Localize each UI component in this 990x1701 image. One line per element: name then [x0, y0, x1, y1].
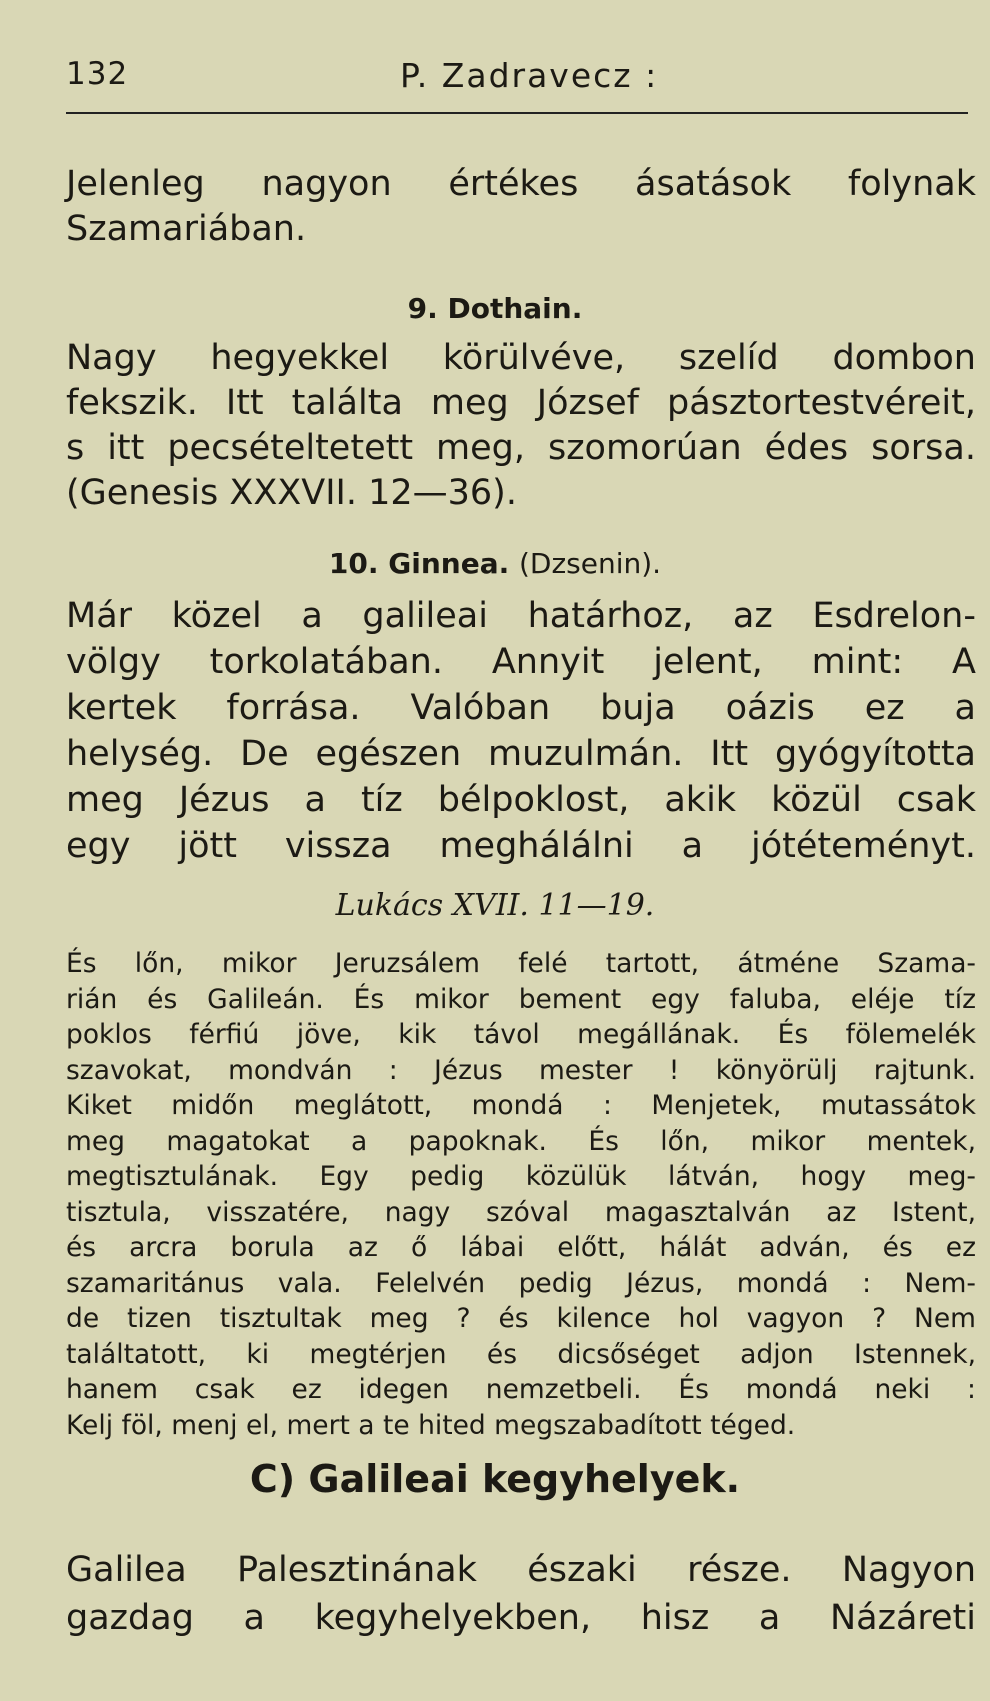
ginnea-line-1: Már közel a galileai határhoz, az Esdrelon-: [66, 596, 976, 636]
quote-line-11: de tizen tisztultak meg ? és kilence hol vagyon ? Nem: [66, 1303, 976, 1334]
quote-line-7: megtisztulának. Egy pedig közülük látván, hogy meg-: [66, 1161, 976, 1192]
ginnea-line-4: helység. De egészen muzulmán. Itt gyógyította: [66, 734, 976, 774]
page-header: [66, 56, 966, 106]
quote-line-3: poklos férfiú jöve, kik távol megállának. És fölemelék: [66, 1019, 976, 1050]
section-heading-dothain: 9. Dothain.: [407, 292, 583, 325]
quote-line-10: szamaritánus vala. Felelvén pedig Jézus, mondá : Nem-: [66, 1268, 976, 1299]
dothain-line-2: fekszik. Itt találta meg József pásztortestvéreit,: [66, 383, 976, 423]
ginnea-line-6: egy jött vissza meghálálni a jótéteményt.: [66, 826, 976, 866]
quote-line-2: rián és Galileán. És mikor bement egy faluba, eléje tíz: [66, 984, 976, 1015]
galilee-line-2: gazdag a kegyhelyekben, hisz a Názáreti: [66, 1598, 976, 1638]
quote-line-13: hanem csak ez idegen nemzetbeli. És mondá neki :: [66, 1374, 976, 1405]
quote-line-4: szavokat, mondván : Jézus mester ! könyörülj rajtunk.: [66, 1055, 976, 1086]
quote-line-1: És lőn, mikor Jeruzsálem felé tartott, átméne Szama-: [66, 948, 976, 979]
section-heading-ginnea: [0, 547, 990, 580]
intro-line-2: Szamariában.: [66, 209, 307, 249]
ginnea-line-3: kertek forrása. Valóban buja oázis ez a: [66, 688, 976, 728]
ginnea-line-5: meg Jézus a tíz bélpoklost, akik közül csak: [66, 780, 976, 820]
running-title: P. Zadravecz :: [400, 56, 659, 95]
dothain-line-4: (Genesis XXXVII. 12—36).: [66, 473, 517, 513]
ginnea-line-2: völgy torkolatában. Annyit jelent, mint: A: [66, 642, 976, 682]
quote-line-5: Kiket midőn meglátott, mondá : Menjetek, mutassátok: [66, 1090, 976, 1121]
quote-line-8: tisztula, visszatére, nagy szóval magasztalván az Istent,: [66, 1197, 976, 1228]
header-rule: [66, 112, 968, 114]
dothain-line-3: s itt pecsételtetett meg, szomorúan édes sorsa.: [66, 428, 976, 468]
ginnea-heading-alt-name: (Dzsenin).: [518, 547, 662, 580]
dothain-line-1: Nagy hegyekkel körülvéve, szelíd dombon: [66, 338, 976, 378]
section-heading-galilee: C) Galileai kegyhelyek.: [249, 1457, 741, 1501]
scripture-citation: Lukács XVII. 11—19.: [335, 888, 655, 923]
page-number: 132: [66, 56, 129, 92]
quote-line-14: Kelj föl, menj el, mert a te hited megszabadított téged.: [66, 1410, 796, 1441]
quote-line-9: és arcra borula az ő lábai előtt, hálát adván, és ez: [66, 1232, 976, 1263]
intro-line-1: Jelenleg nagyon értékes ásatások folynak: [66, 164, 976, 204]
ginnea-heading-title: 10. Ginnea.: [328, 547, 510, 580]
quote-line-12: találtatott, ki megtérjen és dicsőséget adjon Istennek,: [66, 1339, 976, 1370]
galilee-line-1: Galilea Palesztinának északi része. Nagyon: [66, 1550, 976, 1590]
quote-line-6: meg magatokat a papoknak. És lőn, mikor mentek,: [66, 1126, 976, 1157]
